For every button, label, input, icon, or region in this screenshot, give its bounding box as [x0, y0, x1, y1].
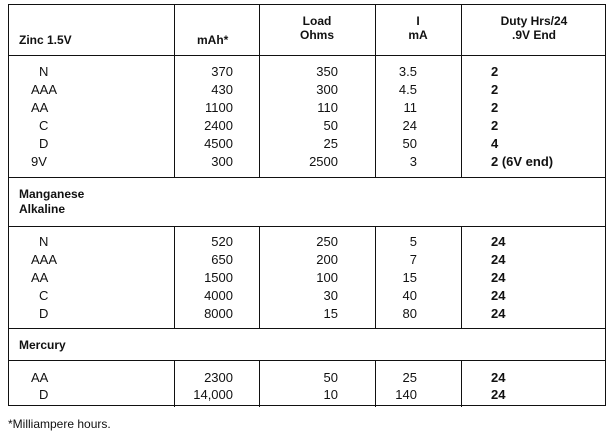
cell-ohms: 250 [316, 234, 338, 249]
table-row [9, 135, 605, 152]
header-load-ohms [259, 5, 375, 55]
cell-size: N [39, 234, 49, 249]
cell-ohms: 50 [323, 370, 338, 385]
cell-ma: 4.5 [398, 82, 417, 97]
table-row [9, 251, 605, 268]
cell-ma: 3 [409, 154, 417, 169]
cell-duty: 2 [491, 118, 499, 133]
cell-mah: 370 [211, 64, 233, 79]
cell-ohms: 15 [323, 306, 338, 321]
cell-ohms: 30 [323, 288, 338, 303]
table-header [9, 5, 605, 56]
cell-size: AA [31, 100, 49, 115]
header-ma: mA [408, 28, 428, 42]
cell-duty: 24 [491, 370, 506, 385]
cell-mah: 8000 [204, 306, 233, 321]
header-load: Load [302, 14, 332, 28]
cell-size: D [39, 306, 49, 321]
cell-duty: 24 [491, 306, 506, 321]
table-row [9, 233, 605, 250]
footnote: *Milliampere hours. [8, 417, 111, 431]
header-mah: mAh* [197, 33, 229, 47]
cell-ma: 15 [402, 270, 417, 285]
cell-mah: 4000 [204, 288, 233, 303]
cell-ohms: 25 [323, 136, 338, 151]
cell-duty: 2 (6V end) [491, 154, 554, 169]
table-row [9, 99, 605, 116]
battery-table [8, 4, 606, 406]
header-ohms: Ohms [299, 28, 334, 42]
cell-duty: 24 [491, 252, 506, 267]
header-current [375, 5, 461, 55]
cell-ma: 5 [409, 234, 417, 249]
section-label-line: Manganese [19, 187, 85, 201]
cell-ohms: 110 [317, 100, 338, 115]
header-zinc: Zinc 1.5V [19, 33, 72, 47]
cell-mah: 1100 [205, 100, 233, 115]
header-duty-hrs: Duty Hrs/24 [500, 14, 568, 28]
table-row [9, 386, 605, 403]
cell-mah: 2300 [204, 370, 233, 385]
section-divider [9, 226, 605, 227]
cell-ohms: 200 [316, 252, 338, 267]
cell-duty: 4 [491, 136, 499, 151]
table-row [9, 81, 605, 98]
cell-ma: 11 [403, 100, 417, 115]
cell-mah: 4500 [204, 136, 233, 151]
cell-size: AA [31, 370, 49, 385]
cell-ohms: 2500 [309, 154, 338, 169]
cell-size: D [39, 387, 49, 402]
cell-size: AAA [31, 252, 58, 267]
cell-ma: 3.5 [398, 64, 417, 79]
cell-duty: 24 [491, 387, 506, 402]
cell-mah: 300 [211, 154, 233, 169]
cell-size: AA [31, 270, 49, 285]
header-end-voltage: .9V End [511, 28, 556, 42]
cell-size: C [39, 288, 49, 303]
cell-size: D [39, 136, 49, 151]
cell-size: N [39, 64, 49, 79]
cell-ohms: 100 [316, 270, 338, 285]
cell-ohms: 350 [316, 64, 338, 79]
table-row [9, 63, 605, 80]
cell-mah: 14,000 [193, 387, 233, 402]
table-row [9, 287, 605, 304]
section-label-alkaline [19, 187, 84, 217]
section-divider [9, 177, 605, 178]
cell-ma: 40 [402, 288, 417, 303]
cell-mah: 1500 [204, 270, 233, 285]
cell-duty: 24 [491, 270, 506, 285]
header-i: I [416, 14, 420, 28]
cell-duty: 2 [491, 100, 499, 115]
table-row [9, 269, 605, 286]
cell-ohms: 50 [323, 118, 338, 133]
cell-ma: 7 [409, 252, 417, 267]
cell-duty: 2 [491, 82, 499, 97]
cell-size: AAA [31, 82, 58, 97]
table-row [9, 153, 605, 170]
cell-ma: 140 [395, 387, 417, 402]
cell-duty: 24 [491, 234, 506, 249]
cell-size: C [39, 118, 49, 133]
cell-mah: 520 [211, 234, 233, 249]
cell-size: 9V [31, 154, 47, 169]
table-row [9, 117, 605, 134]
cell-mah: 430 [211, 82, 233, 97]
cell-ma: 80 [402, 306, 417, 321]
section-divider [9, 328, 605, 329]
cell-mah: 650 [211, 252, 233, 267]
section-label-line: Alkaline [19, 202, 66, 216]
cell-ohms: 10 [323, 387, 338, 402]
cell-mah: 2400 [204, 118, 233, 133]
cell-ohms: 300 [316, 82, 338, 97]
section-divider [9, 360, 605, 361]
header-duty [461, 5, 607, 55]
cell-ma: 50 [402, 136, 417, 151]
cell-ma: 25 [402, 370, 417, 385]
cell-duty: 2 [491, 64, 499, 79]
section-label-mercury: Mercury [19, 338, 66, 352]
cell-ma: 24 [402, 118, 417, 133]
table-row [9, 369, 605, 386]
cell-duty: 24 [491, 288, 506, 303]
table-row [9, 305, 605, 322]
